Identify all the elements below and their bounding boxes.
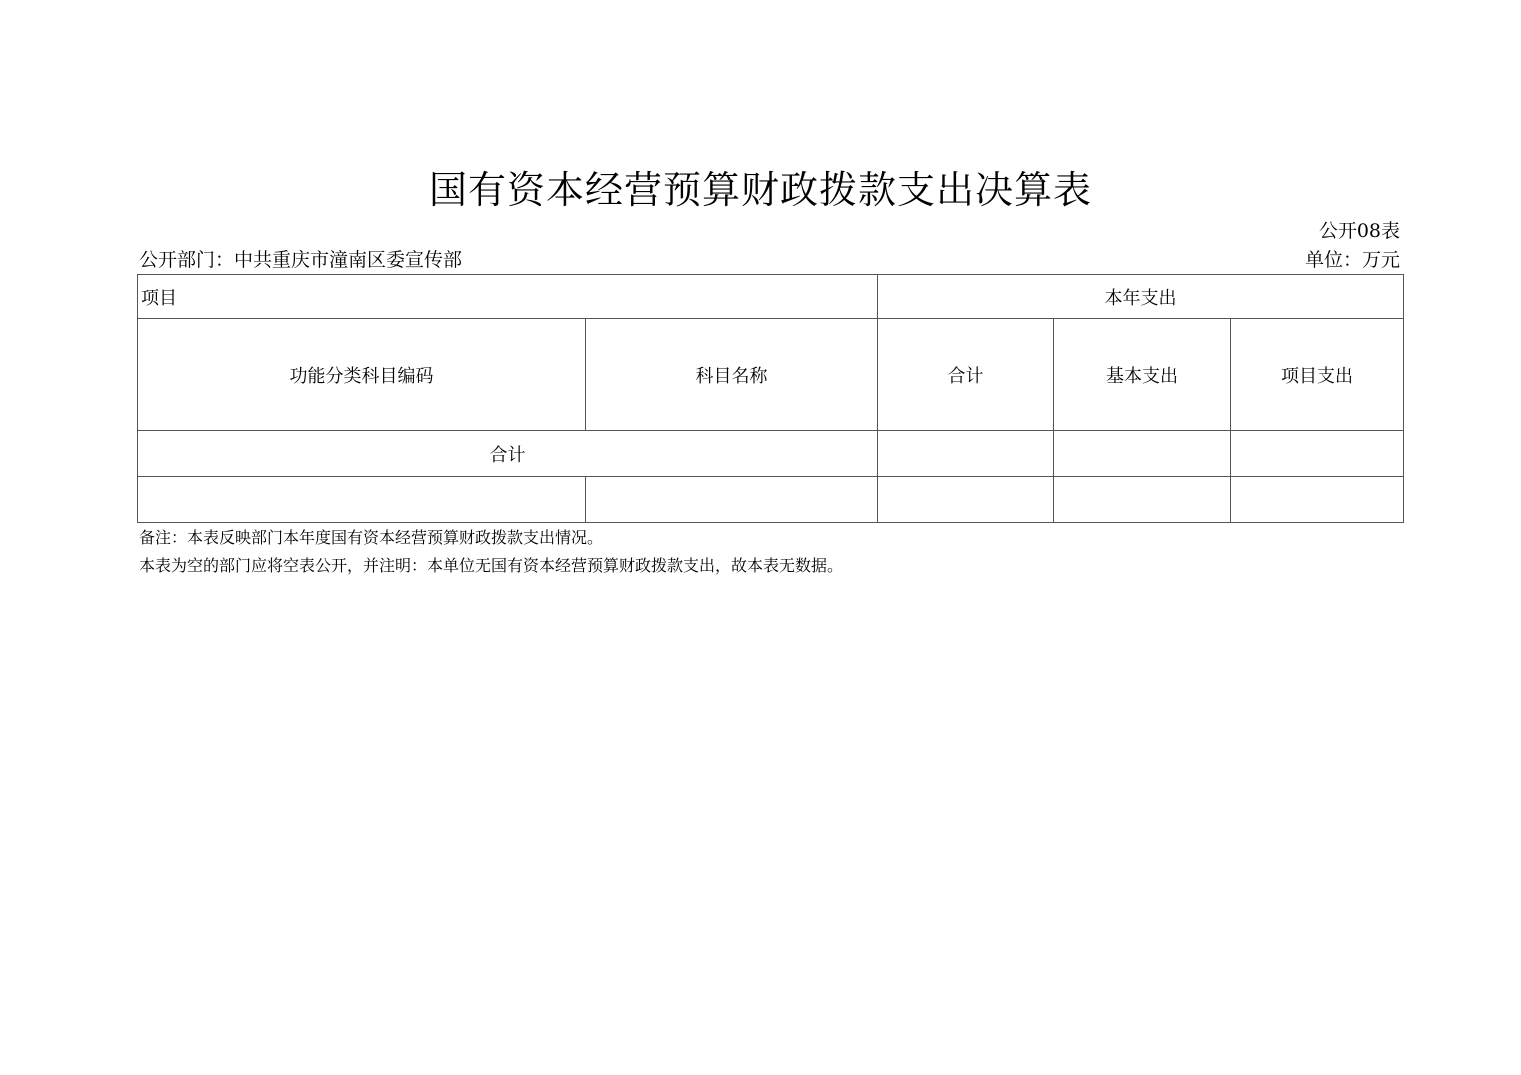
header-project: 项目	[138, 275, 878, 319]
header-basic-expense: 基本支出	[1054, 319, 1231, 431]
table-number: 公开08表	[1318, 220, 1400, 242]
header-row-top	[138, 275, 1404, 319]
project-value-cell	[1231, 477, 1404, 523]
total-basic-cell	[1054, 431, 1231, 477]
header-subject-name: 科目名称	[586, 319, 878, 431]
total-row-label: 合计	[138, 431, 878, 477]
note-line-2: 本表为空的部门应将空表公开，并注明：本单位无国有资本经营预算财政拨款支出，故本表无数据。	[139, 556, 844, 575]
header-row-columns	[138, 319, 1404, 431]
basic-value-cell	[1054, 477, 1231, 523]
expenditure-table	[137, 274, 1404, 523]
code-cell	[138, 477, 586, 523]
total-value-cell	[878, 477, 1054, 523]
total-project-cell	[1231, 431, 1404, 477]
table-row	[138, 477, 1404, 523]
header-function-code: 功能分类科目编码	[138, 319, 586, 431]
total-cell	[878, 431, 1054, 477]
page-title: 国有资本经营预算财政拨款支出决算表	[428, 168, 1092, 212]
total-row	[138, 431, 1404, 477]
department-label: 公开部门：中共重庆市潼南区委宣传部	[139, 249, 463, 271]
name-cell	[586, 477, 878, 523]
header-total: 合计	[878, 319, 1054, 431]
header-project-expense: 项目支出	[1231, 319, 1404, 431]
header-year-expense: 本年支出	[878, 275, 1404, 319]
note-line-1: 备注：本表反映部门本年度国有资本经营预算财政拨款支出情况。	[139, 528, 604, 547]
unit-label: 单位：万元	[1304, 249, 1400, 271]
